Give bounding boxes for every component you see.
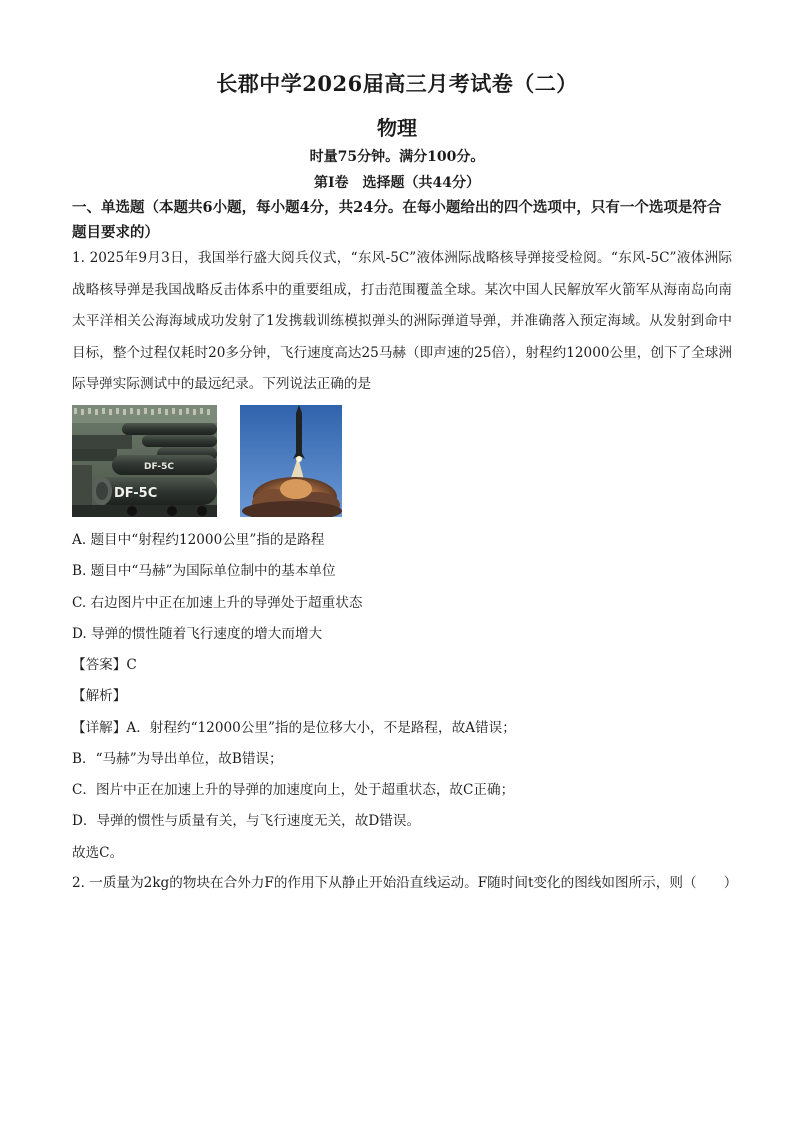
parade-missile-image [72, 405, 217, 517]
section-heading: 一、单选题（本题共6小题，每小题4分，共24分。在每小题给出的四个选项中，只有一个选项是符合题目要求的） [72, 199, 722, 241]
exam-title: 长郡中学2026届高三月考试卷（二） [216, 71, 578, 96]
tube-label-back: DF-5C [144, 462, 174, 472]
detail-c: C．图片中正在加速上升的导弹的加速度向上，处于超重状态，故C正确； [72, 782, 515, 798]
analysis-label: 【解析】 [72, 688, 127, 704]
option-b: B. 题目中“马赫”为国际单位制中的基本单位 [72, 563, 336, 579]
option-a: A. 题目中“射程约12000公里”指的是路程 [72, 532, 325, 548]
detail-d: D．导弹的惯性与质量有关，与飞行速度无关，故D错误。 [72, 813, 421, 829]
question-2-text: 2. 一质量为2kg的物块在合外力F的作用下从静止开始沿直线运动。F随时间t变化的图线如图所示，则（ ） [72, 875, 738, 891]
missile-launch-illustration [240, 405, 342, 517]
question-1-text: 1. 2025年9月3日，我国举行盛大阅兵仪式，“东风-5C”液体洲际战略核导弹接受检阅。“东风-5C”液体洲际战略核导弹是我国战略反击体系中的重要组成，打击范围覆盖全球。某次中国人民解放军火箭军从海南岛向南太平洋相关公海海域成功发射了1发携载训练模拟弹头的洲际弹道导弹，并准确落入预定海域。从发射到命中目标，整个过程仅耗时20多分钟，飞行速度高达25马赫（即声速的25倍），射程约12000公里，创下了全球洲际导弹实际测试中的最远纪录。下列说法正确的是 [72, 250, 732, 392]
time-score-line: 时量75分钟。满分100分。 [309, 149, 485, 165]
option-c: C. 右边图片中正在加速上升的导弹处于超重状态 [72, 595, 363, 611]
part-title: 第I卷 选择题（共44分） [313, 175, 481, 191]
conclusion: 故选C。 [72, 845, 124, 861]
missile-launch-image [240, 405, 342, 517]
option-d: D. 导弹的惯性随着飞行速度的增大而增大 [72, 626, 323, 642]
subject-title: 物理 [377, 116, 417, 140]
detail-a: 【详解】A．射程约“12000公里”指的是位移大小，不是路程，故A错误； [72, 720, 516, 736]
parade-missile-illustration [72, 405, 217, 517]
detail-b: B．“马赫”为导出单位，故B错误； [72, 751, 283, 767]
answer-line: 【答案】C [72, 657, 137, 673]
tube-label-front: DF-5C [114, 486, 158, 501]
